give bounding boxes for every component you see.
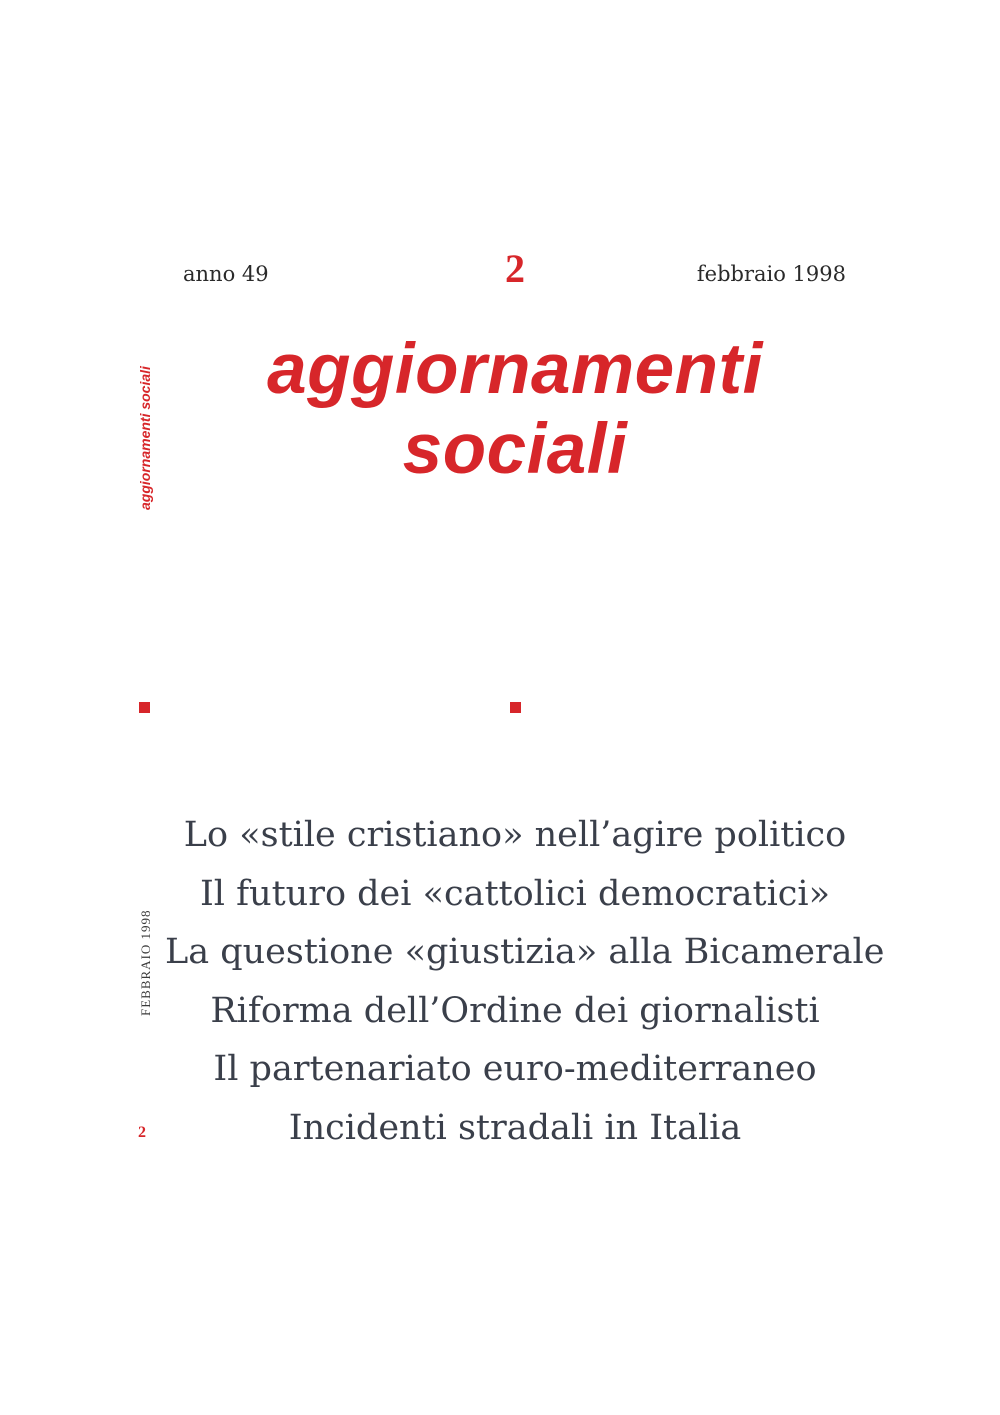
red-square-marker-left <box>139 702 150 713</box>
spine-date-text: FEBBRAIO 1998 <box>138 909 153 1016</box>
contents-item: Riforma dell’Ordine dei giornalisti <box>210 990 820 1031</box>
magazine-title-line-2: sociali <box>402 410 628 489</box>
contents-item: La questione «giustizia» alla Bicamerale <box>165 932 885 972</box>
contents-item: Lo «stile cristiano» nell’agire politico <box>183 815 847 855</box>
magazine-title <box>150 330 880 490</box>
contents-item: Il partenariato euro-mediterraneo <box>213 1049 817 1089</box>
contents-list <box>165 806 885 1157</box>
contents-item: Incidenti stradali in Italia <box>288 1107 742 1148</box>
spine-title-text: aggiornamenti sociali <box>137 366 153 510</box>
magazine-title-line-1: aggiornamenti <box>267 330 763 409</box>
contents-item: Il futuro dei «cattolici democratici» <box>199 873 831 914</box>
date-label: febbraio 1998 <box>696 262 846 286</box>
red-square-marker-center <box>510 702 521 713</box>
spine-issue-number: 2 <box>138 1124 146 1141</box>
year-label: anno 49 <box>183 262 269 286</box>
issue-number: 2 <box>505 246 525 291</box>
